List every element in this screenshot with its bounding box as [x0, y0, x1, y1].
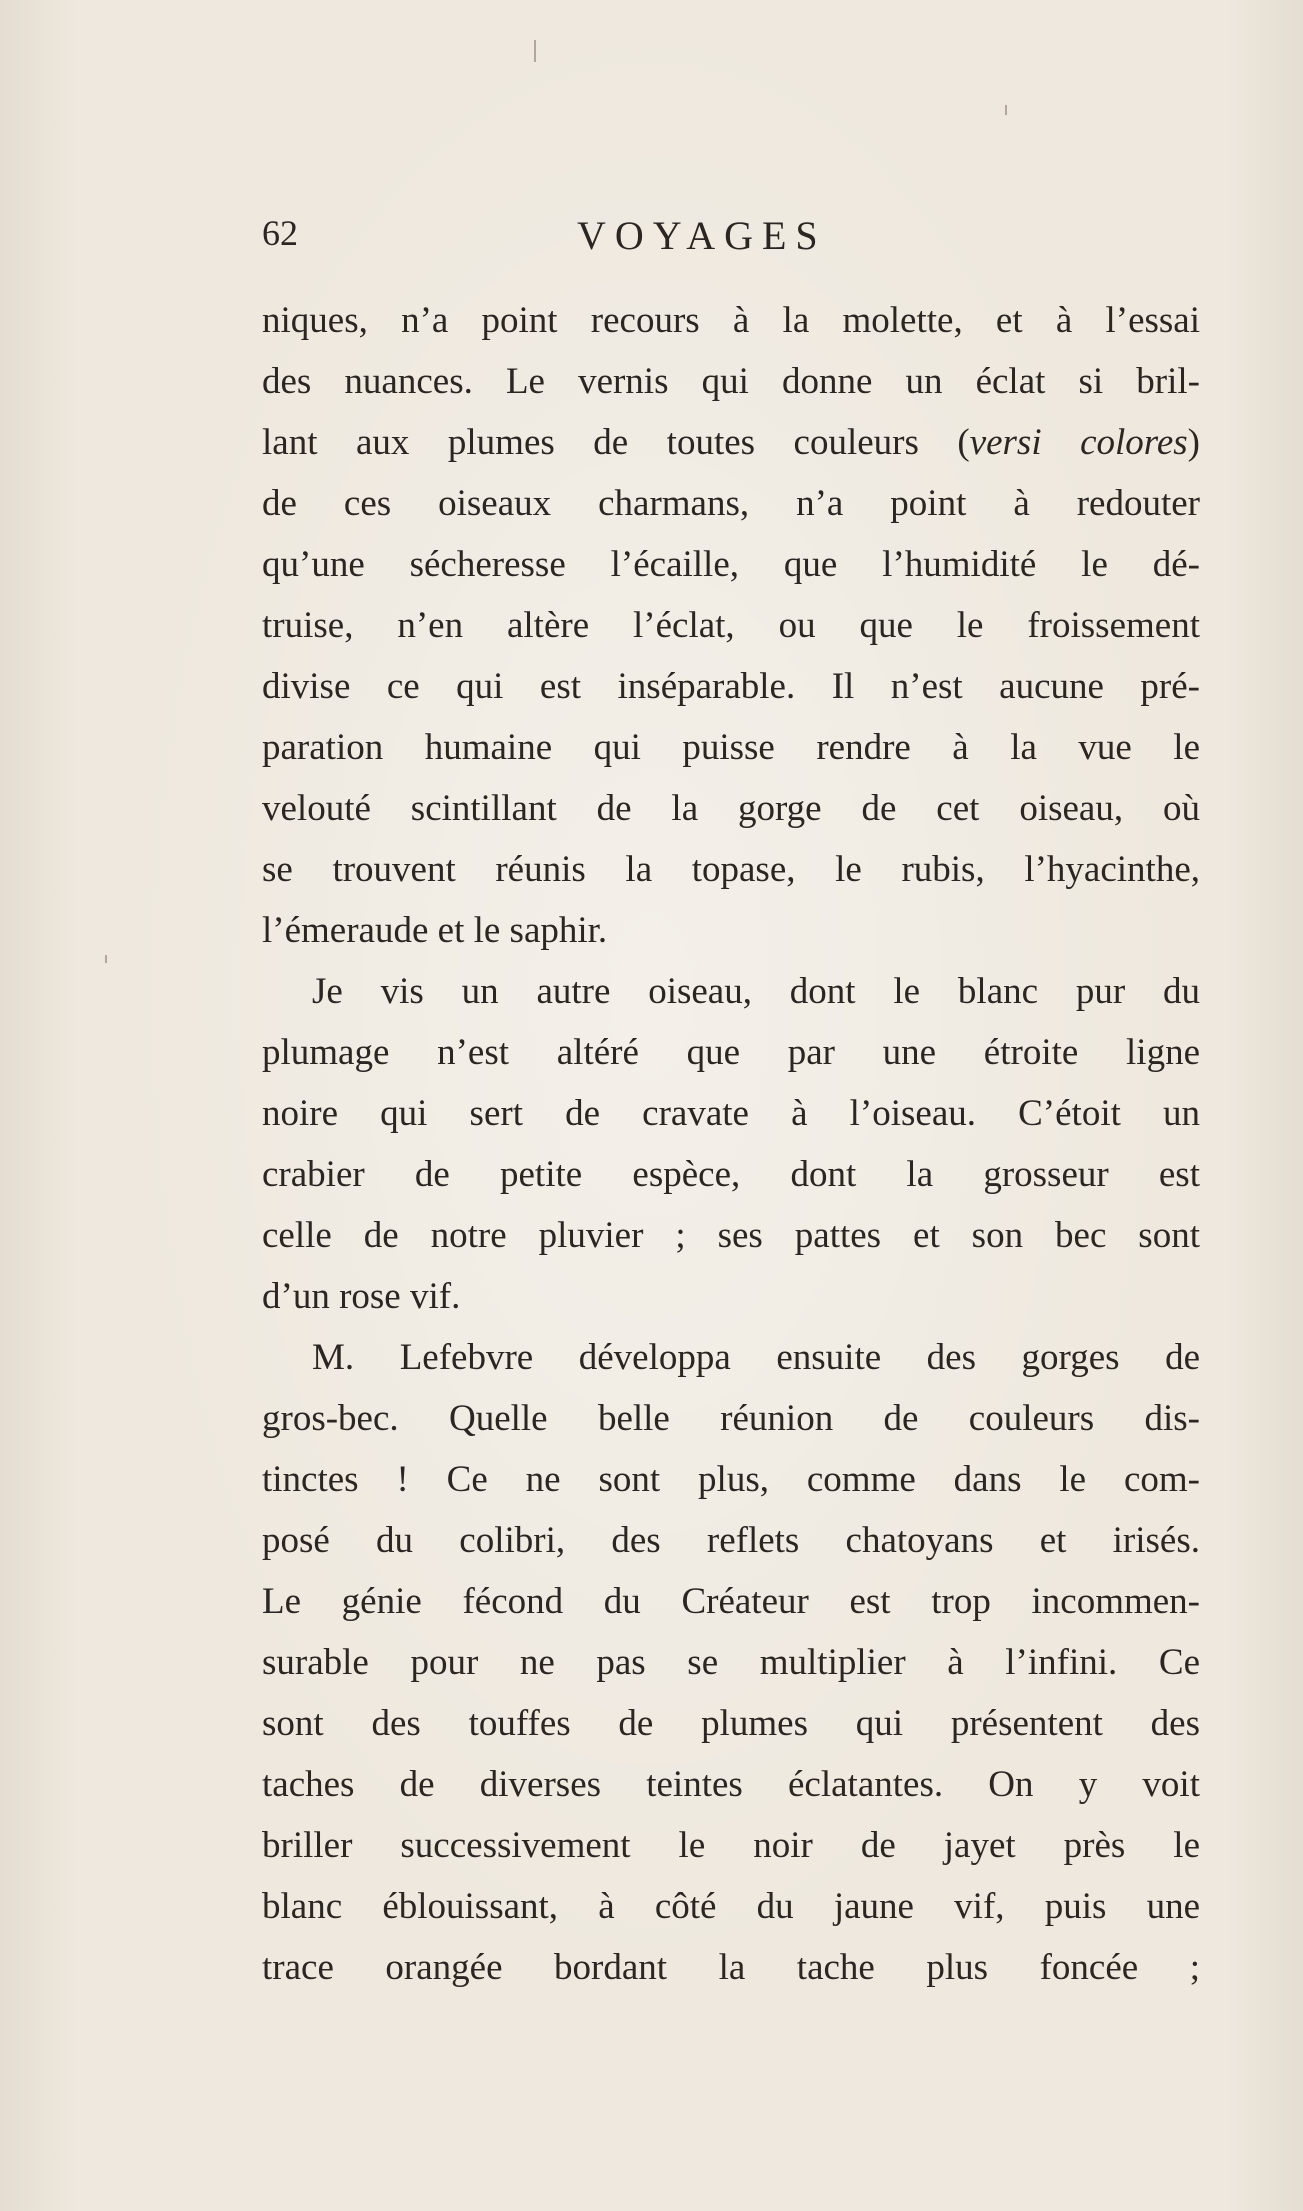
text-line: divise ce qui est inséparable. Il n’est aucune pré- — [262, 666, 1200, 707]
text-line: posé du colibri, des reflets chatoyans et irisés. — [262, 1520, 1200, 1561]
text-line: blanc éblouissant, à côté du jaune vif, puis une — [262, 1886, 1200, 1927]
stray-mark — [1005, 105, 1007, 115]
text-line: briller successivement le noir de jayet près le — [262, 1825, 1200, 1866]
text-line: qu’une sécheresse l’écaille, que l’humidité le dé- — [262, 544, 1200, 585]
text-line: tinctes ! Ce ne sont plus, comme dans le com- — [262, 1459, 1200, 1500]
paragraph — [262, 290, 1200, 961]
body-text — [262, 290, 1200, 1998]
text-line: niques, n’a point recours à la molette, et à l’essai — [262, 300, 1200, 341]
text-line: plumage n’est altéré que par une étroite ligne — [262, 1032, 1200, 1073]
text-line: noire qui sert de cravate à l’oiseau. C’étoit un — [262, 1093, 1200, 1134]
paragraph — [262, 1327, 1200, 1998]
stray-mark — [534, 40, 536, 62]
text-line: crabier de petite espèce, dont la grosseur est — [262, 1154, 1200, 1195]
text-line: gros-bec. Quelle belle réunion de couleurs dis- — [262, 1398, 1200, 1439]
text-line: trace orangée bordant la tache plus foncée ; — [262, 1947, 1200, 1988]
text-line: l’émeraude et le saphir. — [262, 910, 608, 951]
text-line: sont des touffes de plumes qui présentent des — [262, 1703, 1200, 1744]
text-line: d’un rose vif. — [262, 1276, 461, 1317]
text-line: M. Lefebvre développa ensuite des gorges de — [312, 1337, 1200, 1378]
text-line: paration humaine qui puisse rendre à la vue le — [262, 727, 1200, 768]
italic-latin-phrase: versi colores — [969, 422, 1188, 463]
text-line: surable pour ne pas se multiplier à l’infini. Ce — [262, 1642, 1200, 1683]
page-header — [262, 212, 1212, 272]
text-line: se trouvent réunis la topase, le rubis, l’hyacinthe, — [262, 849, 1200, 890]
text-line: des nuances. Le vernis qui donne un éclat si bril- — [262, 361, 1200, 402]
text-line: de ces oiseaux charmans, n’a point à redouter — [262, 483, 1200, 524]
text-line: celle de notre pluvier ; ses pattes et son bec sont — [262, 1215, 1200, 1256]
text-line: velouté scintillant de la gorge de cet oiseau, où — [262, 788, 1200, 829]
paragraph — [262, 961, 1200, 1327]
running-title: VOYAGES — [577, 213, 827, 258]
text-line: lant aux plumes de toutes couleurs (versi colores) — [262, 422, 1200, 463]
text-line: truise, n’en altère l’éclat, ou que le froissement — [262, 605, 1200, 646]
text-line: Le génie fécond du Créateur est trop incommen- — [262, 1581, 1200, 1622]
text-line: taches de diverses teintes éclatantes. On y voit — [262, 1764, 1200, 1805]
stray-mark — [105, 955, 107, 963]
page-number: 62 — [262, 213, 298, 253]
text-line: Je vis un autre oiseau, dont le blanc pur du — [312, 971, 1200, 1012]
